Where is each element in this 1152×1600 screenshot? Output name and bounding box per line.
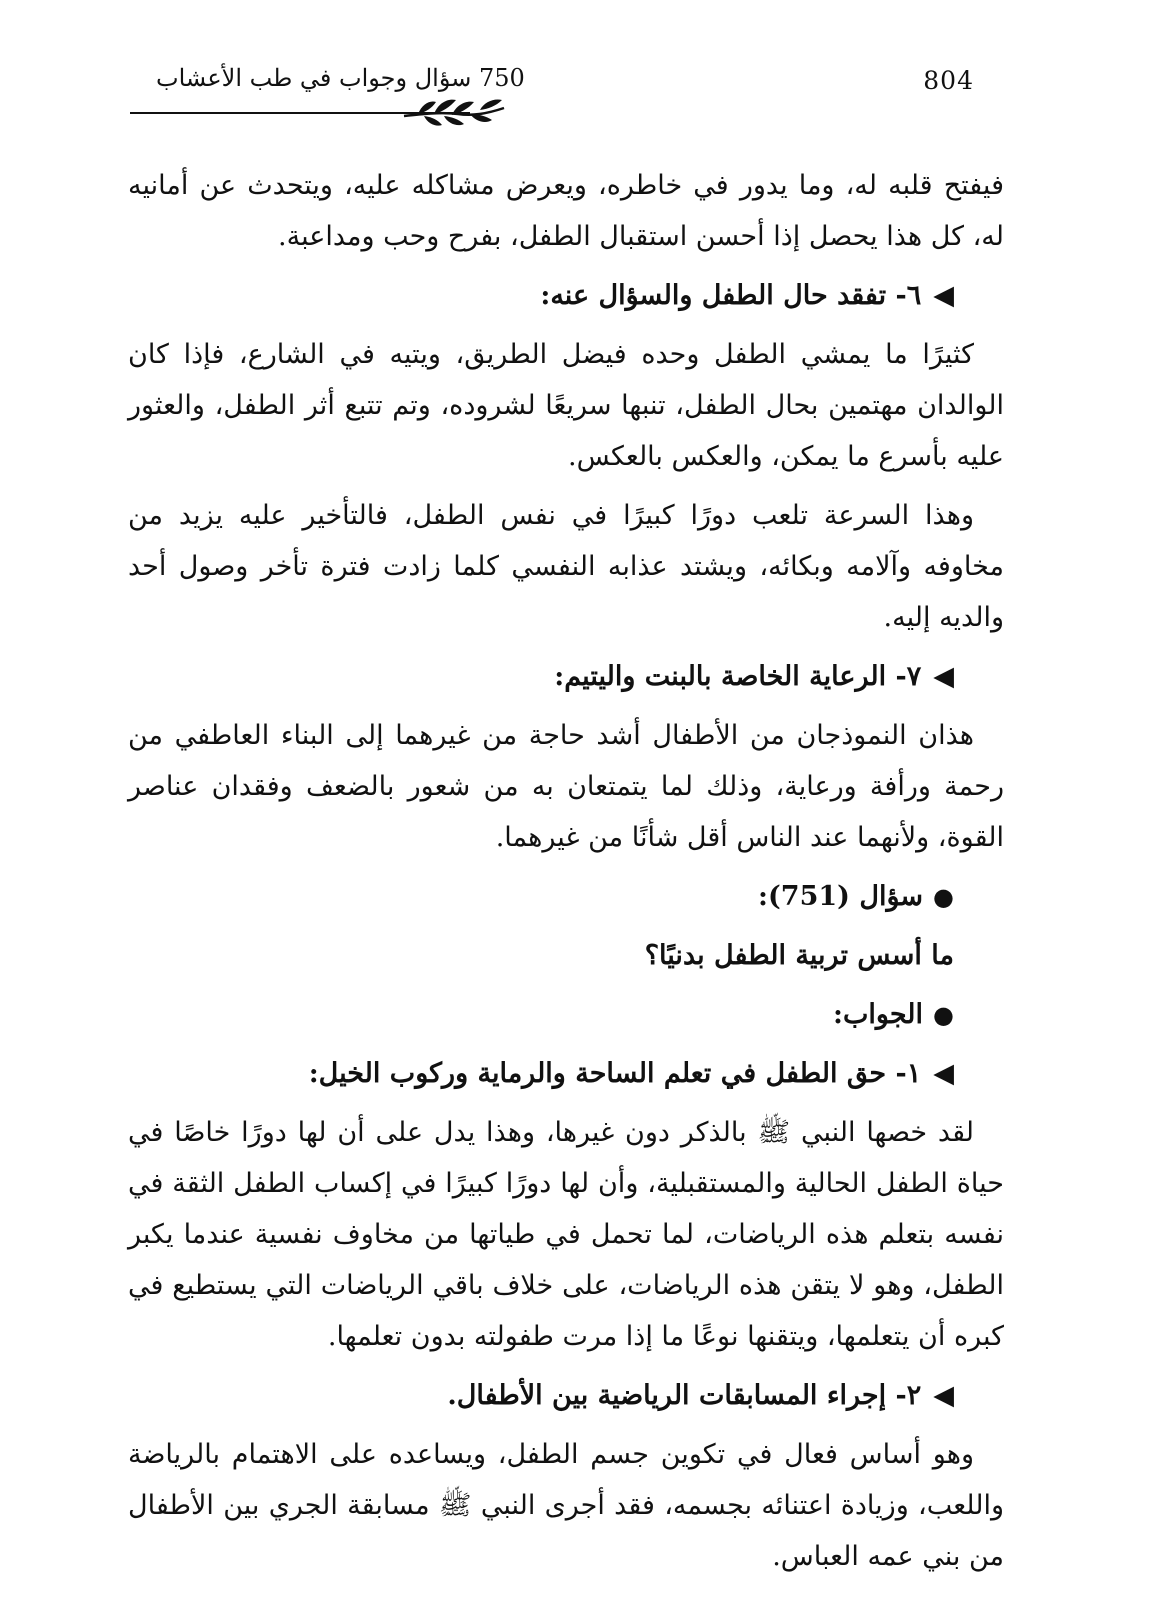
section-heading [128, 1370, 1004, 1421]
heading-text: ١- حق الطفل في تعلم الساحة والرماية وركوب الخيل: [308, 1058, 922, 1089]
paragraph: هذان النموذجان من الأطفال أشد حاجة من غيرهما إلى البناء العاطفي من رحمة ورأفة ورعاية، وذلك لما يتمتعان به من شعور بالضعف وفقدان عناصر القوة، ولأنهما عند الناس أقل شأنًا من غيرهما. [128, 720, 1004, 853]
apple-marker-icon: ● [933, 882, 954, 911]
paragraph: لقد خصها النبي ﷺ بالذكر دون غيرها، وهذا يدل على أن لها دورًا خاصًا في حياة الطفل الحالية والمستقبلية، وأن لها دورًا كبيرًا في إكساب الطفل الثقة في نفسه بتعلم هذه الرياضات، لما تحمل في طياتها من مخاوف نفسية عندما يكبر الطفل، وهو لا يتقن هذه الرياضات، على خلاف باقي الرياضات التي يستطيع في كبره أن يتعلمها، ويتقنها نوعًا ما إذا مرت طفولته بدون تعلمها. [128, 1117, 1004, 1352]
paragraph: وهذا السرعة تلعب دورًا كبيرًا في نفس الطفل، فالتأخير عليه يزيد من مخاوفه وآلامه وبكائه، ويشتد عذابه النفسي كلما زادت فترة تأخر وصول أحد والديه إليه. [128, 500, 1004, 633]
heading-text: ٢- إجراء المسابقات الرياضية بين الأطفال. [447, 1380, 922, 1411]
paragraph: كثيرًا ما يمشي الطفل وحده فيضل الطريق، ويتيه في الشارع، فإذا كان الوالدان مهتمين بحال الطفل، تنبها سريعًا لشروده، وتم تتبع أثر الطفل، والعثور عليه بأسرع ما يمكن، والعكس بالعكس. [128, 339, 1004, 472]
running-title: 750 سؤال وجواب في طب الأعشاب [156, 64, 525, 92]
answer-text-label: الجواب: [833, 999, 924, 1030]
question-number: سؤال (751): [758, 881, 924, 912]
leaf-ornament-icon [400, 94, 510, 130]
page-header [130, 60, 1000, 130]
paragraph: فيفتح قلبه له، وما يدور في خاطره، ويعرض مشاكله عليه، ويتحدث عن أمانيه له، كل هذا يحصل إذا أحسن استقبال الطفل، بفرح وحب ومداعبة. [128, 170, 1004, 252]
section-heading [128, 651, 1004, 702]
heading-text: ٧- الرعاية الخاصة بالبنت واليتيم: [554, 661, 922, 692]
heading-text: ٦- تفقد حال الطفل والسؤال عنه: [540, 280, 922, 311]
page-body [128, 160, 1004, 1590]
section-heading [128, 1048, 1004, 1099]
question-text: ما أسس تربية الطفل بدنيًا؟ [644, 940, 954, 971]
arrow-marker-icon: ◀ [933, 280, 954, 311]
answer-label [128, 989, 1004, 1040]
page-number: 804 [923, 66, 974, 95]
arrow-marker-icon: ◀ [933, 1058, 954, 1089]
apple-marker-icon: ● [933, 1000, 954, 1029]
question-label [128, 871, 1004, 922]
section-heading [128, 270, 1004, 321]
arrow-marker-icon: ◀ [933, 1380, 954, 1411]
paragraph: وهو أساس فعال في تكوين جسم الطفل، ويساعده على الاهتمام بالرياضة واللعب، وزيادة اعتنائه بجسمه، فقد أجرى النبي ﷺ مسابقة الجري بين الأطفال من بني عمه العباس. [128, 1439, 1004, 1572]
arrow-marker-icon: ◀ [933, 661, 954, 692]
